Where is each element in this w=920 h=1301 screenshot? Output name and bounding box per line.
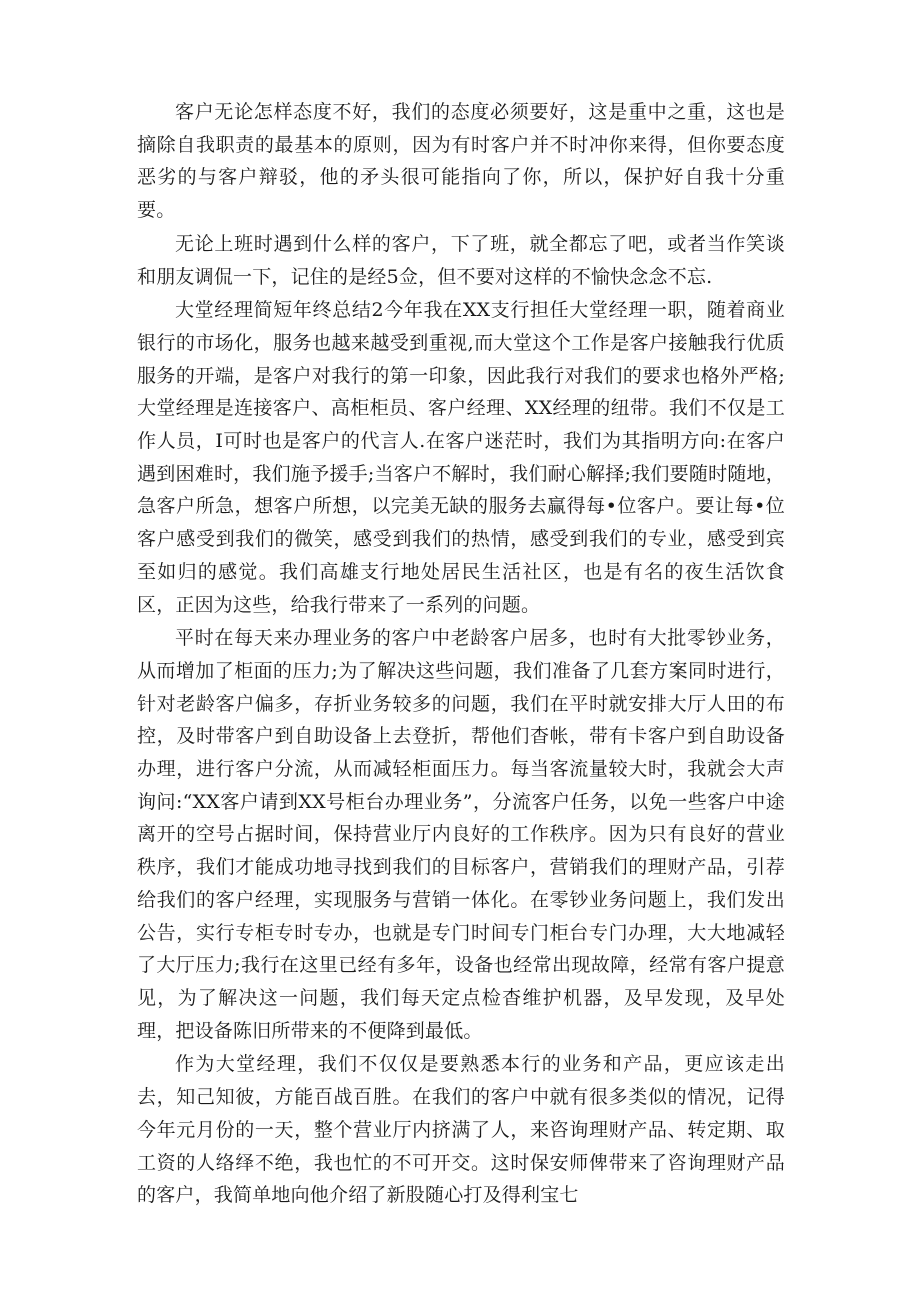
paragraph-3: 大堂经理简短年终总结2今年我在XX支行担任大堂经理一职，随着商业银行的市场化，服务也越来越受到重视,而大堂这个工作是客户接触我行优质服务的开端，是客户对我行的第一印象，因此我行对我们的要求也格外严格;大堂经理是连接客户、高柜柜员、客户经理、XX经理的纽带。我们不仅是工作人员，I可时也是客户的代言人.在客户迷茫时，我们为其指明方向:在客户遇到困难时，我们施予援手;当客户不解时，我们耐心解择;我们要随时随地，急客户所急，想客户所想，以完美无缺的服务去赢得每•位客户。要让每•位客户感受到我们的微笑，感受到我们的热情，感受到我们的专业，感受到宾至如归的感觉。我们高雄支行地处居民生活社区，也是有名的夜生活饮食区，正因为这些，给我行带来了一系列的问题。 <box>137 299 785 616</box>
paragraph-1: 客户无论怎样态度不好，我们的态度必须要好，这是重中之重，这也是摘除自我职责的最基本的原则，因为有时客户并不时冲你来得，但你要态度恶劣的与客户辩驳，他的矛头很可能指向了你，所以，保护好自我十分重要。 <box>137 101 785 222</box>
document-body <box>137 96 785 1212</box>
paragraph-2: 无论上班时遇到什么样的客户，下了班，就全都忘了吧，或者当作笑谈和朋友调侃一下，记住的是经5佥，但不要对这样的不愉快念念不忘. <box>137 232 785 288</box>
paragraph-5: 作为大堂经理，我们不仅仅是要熟悉本行的业务和产品，更应该走出去，知己知彼，方能百战百胜。在我们的客户中就有很多类似的情况，记得今年元月份的一天，整个营业厅内挤满了人，来咨询理财产品、转定期、取工资的人络绎不绝，我也忙的不可开交。这时保安师俾带来了咨询理财产品的客户，我简单地向他介绍了新股随心打及得利宝七 <box>137 1053 785 1207</box>
paragraph-4: 平时在每天来办理业务的客户中老龄客户居多，也时有大批零钞业务，从而增加了柜面的压力;为了解决这些问题，我们准备了几套方案同时进行，针对老龄客户偏多，存折业务较多的问题，我们在平时就安排大厅人田的布控，及时带客户到自助设备上去登折，帮他们杳帐，带有卡客户到自助设备办理，进行客户分流，从而减轻柜面压力。每当客流量较大时，我就会大声询问:“XX客户请到XX号柜台办理业务”，分流客户任务，以免一些客户中途离开的空号占据时间，保持营业厅内良好的工作秩序。因为只有良好的营业秩序，我们才能成功地寻找到我们的目标客户，营销我们的理财产品，引荐给我们的客户经理，实现服务与营销一体化。在零钞业务问题上，我们发出公告，实行专柜专时专办，也就是专门时间专门柜台专门办理，大大地减轻了大厅压力;我行在这里已经有多年，设备也经常出现故障，经常有客户提意见，为了解决这一问题，我们每天定点检杳维护机器，及早发现，及早处理，把设备陈旧所带来的不便降到最低。 <box>137 627 785 1042</box>
